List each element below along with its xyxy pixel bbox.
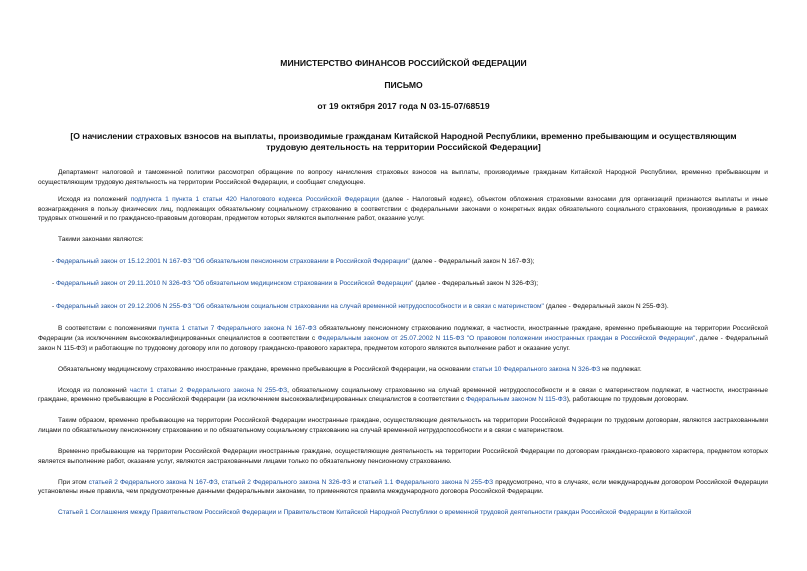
paragraph-conclusion-civil: Временно пребывающие на территории Российской Федерации иностранные граждане, осуществляющие деятельность на территории Российской Федерации по договорам гражданско-правового характера, предметом которых является выполнение работ, оказание услуг, являются застрахованными лицами только по обязательному пенсионному страхованию. xyxy=(38,448,768,465)
text-span: (далее - Налоговый кодекс), объектом обложения страховыми взносами для организаций признаются выплаты и иные вознаграждения в пользу физических лиц, подлежащих обязательному социальному страхованию в соответствии с федеральными законами о конкретных видах обязательного социального страхования, производимые в рамках трудовых отношений и по гражданско-правовым договорам, предметом которых являются выполнение работ, оказание услуг. xyxy=(38,196,768,223)
link-law-167-art-7[interactable]: пункта 1 статьи 7 Федерального закона N 167-ФЗ xyxy=(158,325,317,333)
text-span: (далее - Федеральный закон N 255-ФЗ). xyxy=(543,302,669,310)
link-agreement-art-1[interactable]: Статьей 1 Соглашения между Правительством Российской Федерации и Правительством Китайской Народной Республики о временной трудовой деятельности граждан Российской Федерации в Китайской xyxy=(58,509,692,517)
link-tax-code-art-420[interactable]: подпункта 1 пункта 1 статьи 420 Налогового кодекса Российской Федерации xyxy=(130,196,380,204)
text-span: и xyxy=(350,478,359,486)
text-span: обязательному пенсионному страхованию подлежат, в частности, иностранные граждане, временно пребывающие на территории Российской Федерации (за исключением высококвалифицированных специалистов в соответствии с xyxy=(38,325,768,342)
text-span: При этом xyxy=(58,478,89,486)
paragraph-international-treaty xyxy=(38,478,768,497)
link-law-255-art-1-1[interactable]: статьей 1.1 Федерального закона N 255-ФЗ xyxy=(358,478,494,486)
paragraph-intro: Департамент налоговой и таможенной политики рассмотрел обращение по вопросу начисления страховых взносов на выплаты, производимые гражданам Китайской Народной Республики, временно пребывающим и осуществляющим трудовую деятельность на территории Российской Федерации, и сообщает следующее. xyxy=(38,169,768,186)
paragraph-social-insurance xyxy=(38,386,768,405)
link-law-255-art-2[interactable]: части 1 статьи 2 Федерального закона N 255-ФЗ xyxy=(129,386,288,394)
text-span: - xyxy=(52,302,57,310)
list-item-law-326 xyxy=(38,279,768,289)
link-law-326[interactable]: Федеральный закон от 29.11.2010 N 326-ФЗ "Об обязательном медицинском страховании в Российской Федерации" xyxy=(56,280,414,288)
text-span: ), работающие по трудовым договорам. xyxy=(566,396,689,404)
text-span: , xyxy=(217,478,222,486)
document-type: ПИСЬМО xyxy=(384,80,423,90)
paragraph-medical-insurance xyxy=(38,365,768,375)
text-span: , обязательному социальному страхованию на случай временной нетрудоспособности и в связи с материнством подлежат, в частности, иностранные граждане, временно пребывающие в Российской Федерации (за исключением высококвалифицированных специалистов в соответствии с xyxy=(38,386,768,404)
text-span: не подлежат. xyxy=(600,365,642,373)
text-span: (далее - Федеральный закон N 326-ФЗ); xyxy=(413,280,539,288)
text-span: , далее - Федеральный закон N 115-ФЗ) и работающие по трудовому договору или по договору гражданско-правового характера, предметом которого являются выполнение работ и оказание услуг. xyxy=(38,334,768,352)
text-span: - xyxy=(52,280,57,288)
paragraph-pension-insurance xyxy=(38,324,768,353)
document-date-number: от 19 октября 2017 года N 03-15-07/68519 xyxy=(317,101,490,111)
list-item-law-255 xyxy=(38,302,768,312)
text-span: Исходя из положений xyxy=(58,196,131,204)
link-law-167[interactable]: Федеральный закон от 15.12.2001 N 167-ФЗ "Об обязательном пенсионном страховании в Российской Федерации" xyxy=(56,257,410,265)
link-law-326-art-2[interactable]: статьей 2 Федерального закона N 326-ФЗ xyxy=(221,478,351,486)
document-subject: [О начислении страховых взносов на выплаты, производимые гражданам Китайской Народной Республики, временно пребывающим и осуществляющим трудовую деятельность на территории Российской Федерации] xyxy=(70,131,737,152)
paragraph-tax-code xyxy=(38,195,768,224)
link-law-115-short[interactable]: Федеральным законом N 115-ФЗ xyxy=(465,396,567,404)
text-span: В соответствии с положениями xyxy=(58,325,159,333)
text-span: Обязательному медицинскому страхованию иностранные граждане, временно пребывающие в Российской Федерации, на основании xyxy=(58,365,473,373)
text-span: - xyxy=(52,257,57,265)
text-span: Исходя из положений xyxy=(58,386,130,394)
paragraph-laws-intro: Такими законами являются: xyxy=(58,236,144,244)
link-law-255[interactable]: Федеральный закон от 29.12.2006 N 255-ФЗ "Об обязательном социальном страховании на случай временной нетрудоспособности и в связи с материнством" xyxy=(56,302,544,310)
letter-body xyxy=(38,168,768,530)
link-law-167-art-2[interactable]: статьей 2 Федерального закона N 167-ФЗ xyxy=(88,478,218,486)
text-span: предусмотрено, что в случаях, если международным договором Российской Федерации установлены иные правила, чем предусмотренные данными федеральными законами, то применяются правила международного договора Российской Федерации. xyxy=(38,478,768,496)
link-law-326-art-10[interactable]: статьи 10 Федерального закона N 326-ФЗ xyxy=(472,365,601,373)
ministry-title: МИНИСТЕРСТВО ФИНАНСОВ РОССИЙСКОЙ ФЕДЕРАЦИИ xyxy=(280,58,527,68)
text-span: (далее - Федеральный закон N 167-ФЗ); xyxy=(409,257,535,265)
list-item-law-167 xyxy=(38,257,768,267)
paragraph-conclusion-labor: Таким образом, временно пребывающие на территории Российской Федерации иностранные граждане, осуществляющие деятельность на территории Российской Федерации по трудовым договорам, являются застрахованными лицами по обязательному пенсионному страхованию и по обязательному социальному страхованию на случай временной нетрудоспособности и в связи с материнством. xyxy=(38,417,768,434)
link-law-115[interactable]: Федеральным законом от 25.07.2002 N 115-ФЗ "О правовом положении иностранных граждан в Российской Федерации" xyxy=(317,334,696,342)
paragraph-agreement xyxy=(38,508,768,518)
